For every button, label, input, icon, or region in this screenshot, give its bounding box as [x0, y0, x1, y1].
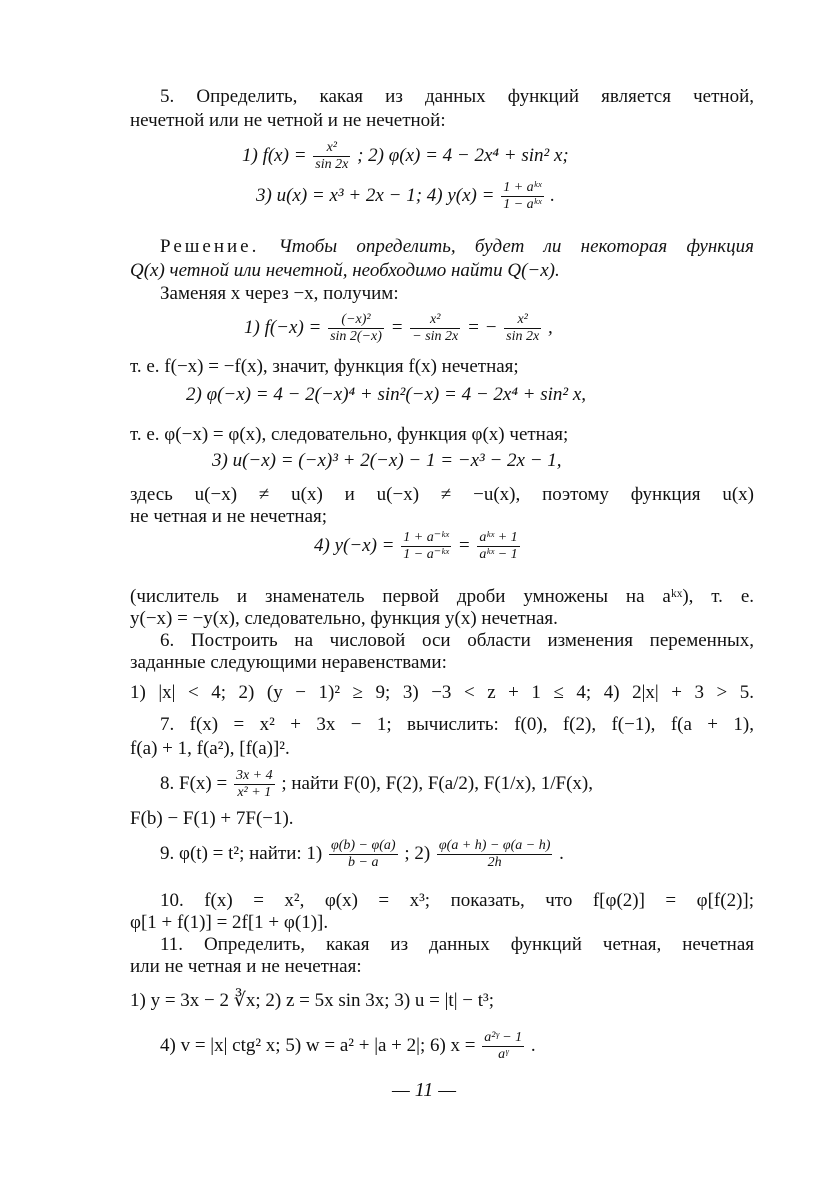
p5-f1-fraction: $\frac{\text{x²}}{\sin 2x}$	[315, 140, 349, 173]
p5-line-2: нечетной или не четной и не нечетной:	[130, 110, 446, 131]
text-3a: здесь u(−x) ≠ u(x) и u(−x) ≠ −u(x), поэтому функция u(x)	[130, 484, 754, 505]
page-number: — 11 —	[392, 1079, 457, 1101]
equation-3: 3) u(−x) = (−x)³ + 2(−x) − 1 = −x³ − 2x − 1,	[212, 450, 562, 471]
p7-line-2: f(a) + 1, f(a²), [f(a)]².	[130, 738, 290, 759]
p5-f1-right: ; 2) φ(x) = 4 − 2x⁴ + sin² x;	[357, 144, 569, 166]
p5-line-1: 5. Определить, какая из данных функций является четной,	[160, 86, 754, 107]
p5-f1-left: 1) f(x) =	[242, 144, 307, 166]
p5-f2-fraction: $\frac{\text{1 + aᵏˣ}}{\text{1 − aᵏˣ}}$	[503, 180, 542, 213]
p6-line-1: 6. Построить на числовой оси области изменения переменных,	[160, 630, 754, 651]
solution-line-3: Заменяя x через −x, получим:	[160, 283, 399, 304]
equation-2: 2) φ(−x) = 4 − 2(−x)⁴ + sin²(−x) = 4 − 2x⁴ + sin² x,	[186, 384, 587, 405]
p7-line-1: 7. f(x) = x² + 3x − 1; вычислить: f(0), f(2), f(−1), f(a + 1),	[160, 714, 754, 735]
p5-formula-row-2: 3) u(x) = x³ + 2x − 1; 4) y(x) = $\frac{\text{1 + aᵏˣ}}{\text{1 − aᵏˣ}}$ .	[256, 180, 556, 213]
text-2: т. е. φ(−x) = φ(x), следовательно, функция φ(x) четная;	[130, 424, 569, 445]
p11-line-3: 1) y = 3x − 2 ∛x; 2) z = 5x sin 3x; 3) u = |t| − t³;	[130, 990, 494, 1011]
equation-1: 1) f(−x) = $\frac{\text{(−x)²}}{\sin 2(-x)}$ = $\frac{\text{x²}}{- \sin 2x}$ = − $\frac{\text{x²}}{\sin 2x}$ ,	[244, 312, 553, 345]
p6-line-2: заданные следующими неравенствами:	[130, 652, 447, 673]
solution-line-2: Q(x) четной или нечетной, необходимо найти Q(−x).	[130, 260, 560, 281]
text-4a: (числитель и знаменатель первой дроби умножены на aᵏˣ), т. е.	[130, 586, 754, 607]
p10-line-2: φ[1 + f(1)] = 2f[1 + φ(1)].	[130, 912, 329, 933]
p8-line-1: 8. F(x) = $\frac{3x + 4}{\text{x² + 1}}$ ; найти F(0), F(2), F(a/2), F(1/x), 1/F(x),	[160, 768, 594, 801]
p6-line-3: 1) |x| < 4; 2) (y − 1)² ≥ 9; 3) −3 < z + 1 ≤ 4; 4) 2|x| + 3 > 5.	[130, 682, 754, 703]
p5-f2-left: 3) u(x) = x³ + 2x − 1; 4) y(x) =	[256, 184, 495, 206]
p11-line-4: 4) v = |x| ctg² x; 5) w = a² + |a + 2|; 6) x = $\frac{\text{a²ᵞ − 1}}{\text{aᵞ}}$ .	[160, 1030, 536, 1063]
p11-line-1: 11. Определить, какая из данных функций четная, нечетная	[160, 934, 754, 955]
p8-line-2: F(b) − F(1) + 7F(−1).	[130, 808, 294, 829]
equation-4: 4) y(−x) = $\frac{\text{1 + a⁻ᵏˣ}}{\text{1 − a⁻ᵏˣ}}$ = $\frac{\text{aᵏˣ + 1}}{\text{aᵏˣ − 1}}$	[314, 530, 518, 563]
p5-formula-row-1	[242, 140, 569, 173]
p10-line-1: 10. f(x) = x², φ(x) = x³; показать, что f[φ(2)] = φ[f(2)];	[160, 890, 754, 911]
text-1: т. е. f(−x) = −f(x), значит, функция f(x) нечетная;	[130, 356, 519, 377]
p9-line: 9. φ(t) = t²; найти: 1) $\frac{\varphi(b) - \varphi(a)}{b - a}$ ; 2) $\frac{\varphi(a + h) - \varphi(a - h)}{2h}$ .	[160, 838, 564, 871]
text-4b: y(−x) = −y(x), следовательно, функция y(x) нечетная.	[130, 608, 558, 629]
solution-line-1: Решение. Чтобы определить, будет ли некоторая функция	[160, 236, 754, 257]
solution-heading: Решение.	[160, 236, 260, 257]
p11-line-2: или не четная и не нечетная:	[130, 956, 362, 977]
text-3b: не четная и не нечетная;	[130, 506, 328, 527]
